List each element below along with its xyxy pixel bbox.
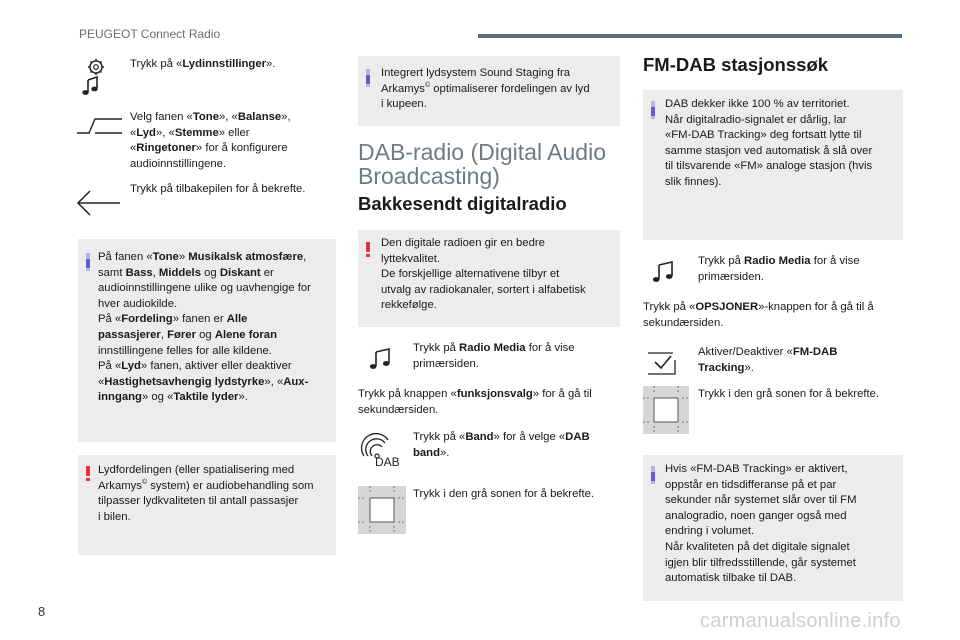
col1-step2: Velg fanen «Tone», «Balanse», «Lyd», «Stemme» eller «Ringetoner» for å konfigurere audioinnstillingene.	[130, 111, 291, 170]
info-audio-settings-text: På fanen «Tone» Musikalsk atmosfære, samt Bass, Middels og Diskant er audioinnstillingene ulike og uavhengige for hver audiokilde. På «Fordeling» fanen er Alle passasjerer, Fører og Alene foran innstillingene felles for alle kildene. På «Lyd» fanen, aktiver eller deaktiver «Hastighetsavhengig lydstyrke», «Aux- inngang» og «Taktile lyder».	[98, 251, 311, 404]
info-sound-staging-text: Integrert lydsystem Sound Staging fra Arkamys© optimaliserer fordelingen av lyd i kupeen.	[381, 67, 590, 111]
info-marker	[366, 69, 370, 87]
col3-step3: Trykk i den grå sonen for å bekrefte.	[698, 388, 880, 400]
grey-zone-icon	[358, 486, 406, 534]
page-number: 8	[38, 604, 46, 619]
dab-icon	[358, 432, 406, 470]
heading-dab-radio: DAB-radio (Digital Audio Broadcasting)	[358, 139, 607, 189]
col3-step1: Trykk på Radio Media for å vise primærsiden.	[698, 255, 860, 283]
col3-step2: Aktiver/Deaktiver «FM-DAB Tracking».	[698, 346, 838, 374]
music-note-icon	[368, 347, 394, 371]
info-marker	[651, 101, 655, 119]
music-settings-icon	[80, 58, 106, 98]
warning-sound-distribution-text: Lydfordelingen (eller spatialisering med Arkamys© system) er audiobehandling som tilpasser lydkvaliteten til antall passasjer i bilen.	[98, 464, 314, 523]
col2-step2: Trykk på «Band» for å velge «DAB band».	[413, 431, 590, 459]
warning-marker	[366, 242, 370, 257]
info-marker	[86, 253, 90, 271]
checkbox-icon	[647, 350, 681, 376]
music-note-icon	[651, 260, 677, 284]
svg-text:DAB: DAB	[375, 455, 400, 469]
back-arrow-icon	[76, 190, 122, 216]
grey-zone-icon	[643, 386, 689, 434]
info-fm-dab-tracking-text: Hvis «FM-DAB Tracking» er aktivert, oppstår en tidsdifferanse på et par sekunder når systemet slår over til FM analogradio, noen ganger også med endring i volumet. Når kvaliteten på det digitale signalet igjen blir tilfredsstillende, går systemet automatisk tilbake til DAB.	[665, 463, 857, 585]
heading-fm-dab-search: FM-DAB stasjonssøk	[643, 54, 829, 75]
info-dab-coverage-text: DAB dekker ikke 100 % av territoriet. Når digitalradio-signalet er dårlig, lar «FM-DAB Tracking» deg fortsatt lytte til samme stasjon ved automatisk å slå over til tilsvarende «FM» analoge stasjon (hvis slik finnes).	[665, 98, 873, 188]
tabs-icon	[76, 115, 124, 135]
col3-paragraph: Trykk på «OPSJONER»-knappen for å gå til å sekundærsiden.	[643, 301, 874, 329]
watermark: carmanualsonline.info	[700, 610, 901, 632]
col1-step3: Trykk på tilbakepilen for å bekrefte.	[130, 183, 306, 195]
header-bar	[478, 34, 902, 38]
col2-step1: Trykk på Radio Media for å vise primærsiden.	[413, 342, 575, 370]
document-header: PEUGEOT Connect Radio	[79, 27, 221, 41]
col2-step3: Trykk i den grå sonen for å bekrefte.	[413, 488, 595, 500]
warning-marker	[86, 466, 90, 481]
col1-step1: Trykk på «Lydinnstillinger».	[130, 58, 276, 70]
warning-digital-radio-text: Den digitale radioen gir en bedre lyttekvalitet. De forskjellige alternativene tilbyr et utvalg av radiokanaler, sortert i alfabetisk rekkefølge.	[381, 237, 586, 312]
col2-paragraph: Trykk på knappen «funksjonsvalg» for å gå til sekundærsiden.	[358, 388, 592, 416]
heading-terrestrial-digital-radio: Bakkesendt digitalradio	[358, 193, 567, 214]
info-marker	[651, 466, 655, 484]
